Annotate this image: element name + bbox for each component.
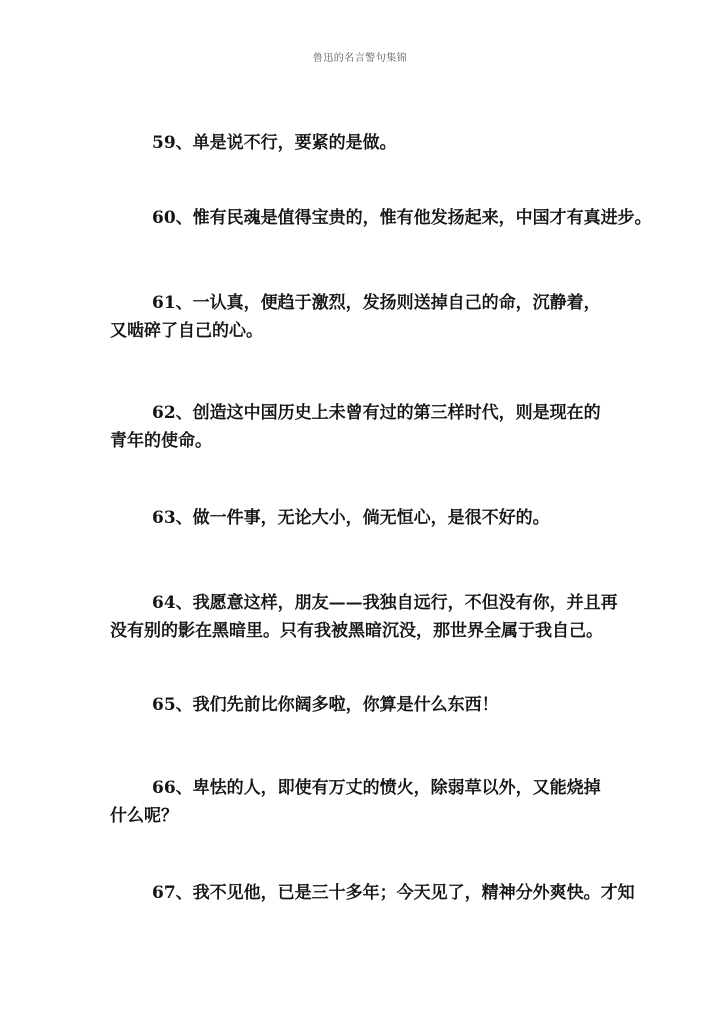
quote-line: 67、我不见他，已是三十多年；今天见了，精神分外爽快。才知 [152, 883, 635, 903]
quote-line: 65、我们先前比你阔多啦，你算是什么东西！ [152, 695, 499, 715]
quote-63 [110, 504, 690, 532]
quote-line: 62、创造这中国历史上未曾有过的第三样时代，则是现在的 [152, 403, 601, 423]
quote-line: 60、惟有民魂是值得宝贵的，惟有他发扬起来，中国才有真进步。 [152, 208, 652, 228]
quote-line: 61、一认真，便趋于激烈，发扬则送掉自己的命，沉静着， [152, 293, 601, 313]
quote-line-continuation: 又啮碎了自己的心。 [110, 321, 263, 341]
quote-67 [110, 879, 690, 907]
quote-line: 64、我愿意这样，朋友——我独自远行，不但没有你，并且再 [152, 593, 618, 613]
quote-62 [110, 399, 690, 455]
quote-61 [110, 289, 690, 345]
quote-line-continuation: 什么呢？ [110, 806, 178, 826]
quote-64 [110, 589, 690, 645]
quote-66 [110, 774, 690, 830]
quote-line-continuation: 没有别的影在黑暗里。只有我被黑暗沉没，那世界全属于我自己。 [110, 621, 603, 641]
quote-line: 66、卑怯的人，即使有万丈的愤火，除弱草以外，又能烧掉 [152, 778, 601, 798]
page-header-title: 鲁迅的名言警句集锦 [312, 53, 408, 64]
quote-65 [110, 691, 690, 719]
quote-60 [110, 204, 690, 232]
quote-line: 63、做一件事，无论大小，倘无恒心，是很不好的。 [152, 508, 550, 528]
quote-line: 59、单是说不行，要紧的是做。 [152, 133, 397, 153]
quote-59 [110, 129, 690, 157]
quote-line-continuation: 青年的使命。 [110, 431, 212, 451]
